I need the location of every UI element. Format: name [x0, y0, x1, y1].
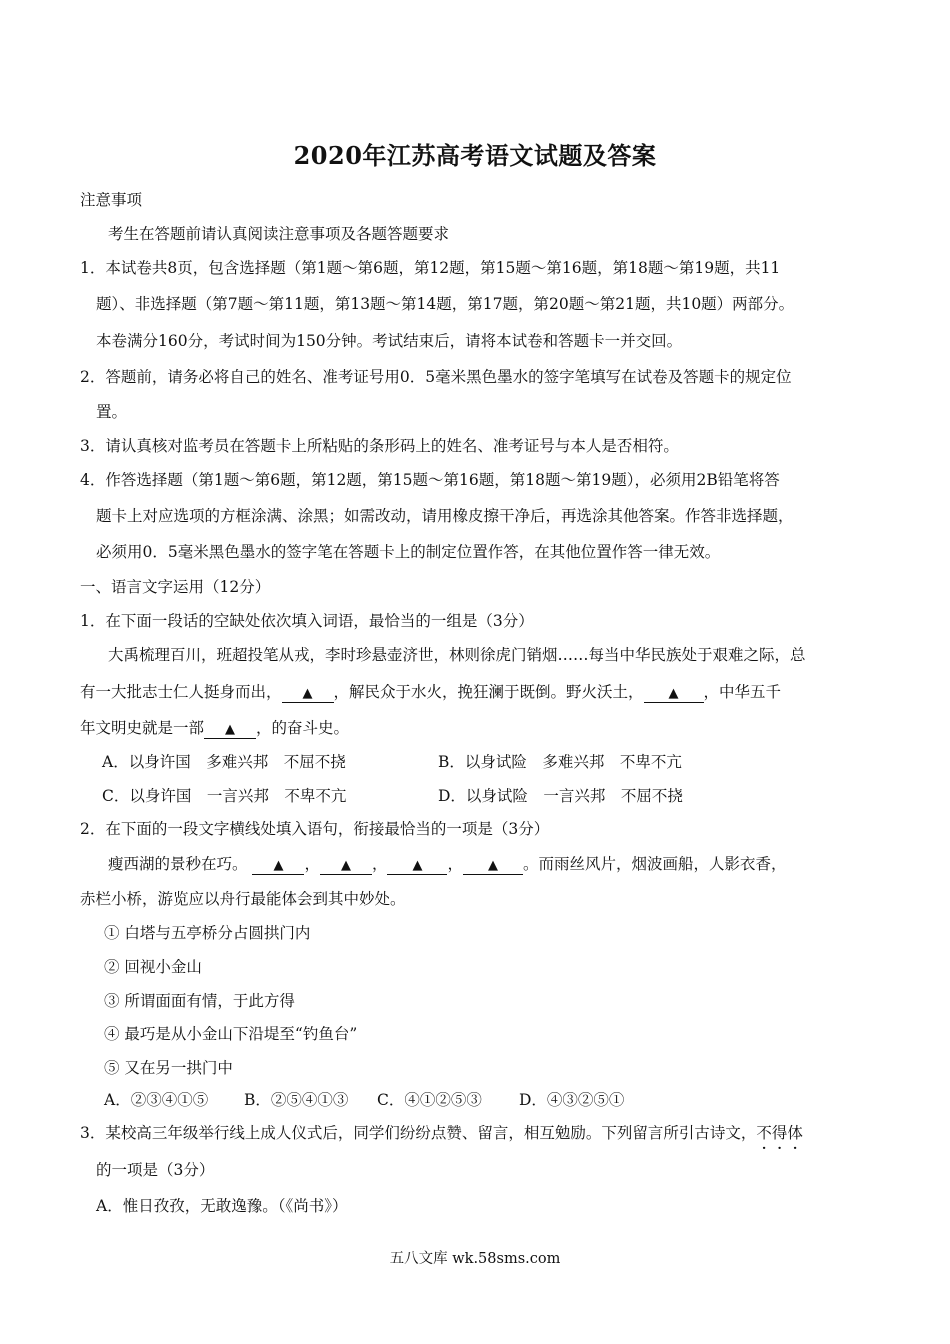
notice-item-4-line-1: 4．作答选择题（第1题～第6题，第12题，第15题～第16题，第18题～第19题），必须用2B铅笔将答: [80, 471, 780, 489]
q1-option-b: B．以身试险 多难兴邦 不卑不亢: [438, 753, 682, 771]
notice-item-4-line-3: 必须用0．5毫米黑色墨水的签字笔在答题卡上的制定位置作答，在其他位置作答一律无效。: [96, 543, 721, 561]
document-title: 2020年江苏高考语文试题及答案: [293, 141, 657, 170]
q2-item-2: ② 回视小金山: [104, 958, 202, 976]
q1-text: 年文明史就是一部: [80, 719, 205, 737]
notice-item-1-line-3: 本卷满分160分，考试时间为150分钟。考试结束后，请将本试卷和答题卡一并交回。: [96, 332, 683, 350]
q1-text: ，解民众于水火，挽狂澜于既倒。野火沃土，: [333, 683, 644, 701]
q1-passage-line-3: [80, 718, 349, 739]
q2-text: 瘦西湖的景秒在巧。: [108, 855, 248, 873]
section-1-heading: 一、语言文字运用（12分）: [80, 578, 271, 596]
notice-item-2-line-2: 置。: [96, 403, 128, 421]
q1-text: 有一大批志士仁人挺身而出，: [80, 683, 282, 701]
blank-marker: ▲: [282, 686, 334, 703]
q1-passage-line-2: [80, 682, 781, 703]
q2-stem: 2．在下面的一段文字横线处填入语句，衔接最恰当的一项是（3分）: [80, 820, 550, 838]
q1-option-a: A．以身许国 多难兴邦 不屈不挠: [102, 753, 346, 771]
q2-item-5: ⑤ 又在另一拱门中: [104, 1059, 233, 1077]
q1-text: ，中华五千: [703, 683, 782, 701]
notice-heading: 注意事项: [80, 191, 143, 209]
q2-option-c: C．④①②⑤③: [377, 1091, 482, 1109]
q2-item-1: ① 白塔与五亭桥分占圆拱门内: [104, 924, 311, 942]
q1-stem: 1．在下面一段话的空缺处依次填入词语，最恰当的一组是（3分）: [80, 612, 534, 630]
q3-stem-line-1: [80, 1123, 803, 1143]
blank-marker: ▲: [644, 686, 704, 703]
notice-intro: 考生在答题前请认真阅读注意事项及各题答题要求: [108, 225, 450, 243]
notice-item-3: 3．请认真核对监考员在答题卡上所粘贴的条形码上的姓名、准考证号与本人是否相符。: [80, 437, 679, 455]
notice-item-1-line-1: 1．本试卷共8页，包含选择题（第1题～第6题，第12题，第15题～第16题，第18题～第19题，共11: [80, 259, 781, 277]
q1-text: ，的奋斗史。: [256, 719, 350, 737]
blank-marker: ▲: [252, 858, 304, 875]
q2-option-d: D．④③②⑤①: [519, 1091, 625, 1109]
q1-option-c: C．以身许国 一言兴邦 不卑不亢: [102, 787, 347, 805]
page-footer: 五八文库 wk.58sms.com: [389, 1251, 561, 1267]
q2-separator: ，: [447, 855, 463, 873]
emphasis-char: 得: [771, 1124, 788, 1142]
q2-item-4: ④ 最巧是从小金山下沿堤至“钓鱼台”: [104, 1025, 358, 1043]
q2-separator: ，: [371, 855, 388, 873]
q3-stem-line-2: 的一项是（3分）: [96, 1161, 215, 1179]
q3-option-a: A．惟日孜孜，无敢逸豫。（《尚书》）: [96, 1197, 348, 1215]
q1-option-d: D．以身试险 一言兴邦 不屈不挠: [438, 787, 683, 805]
blank-marker: ▲: [387, 858, 447, 875]
blank-marker: ▲: [204, 722, 256, 739]
q2-passage-line-1: [108, 854, 787, 875]
q2-separator: ，: [304, 855, 320, 873]
q2-text: 。而雨丝风片，烟波画船，人影衣香，: [523, 855, 787, 873]
emphasis-char: 不: [756, 1124, 772, 1142]
blank-marker: ▲: [463, 858, 523, 875]
q2-option-b: B．②⑤④①③: [244, 1091, 349, 1109]
q2-passage-line-2: 赤栏小桥，游览应以舟行最能体会到其中妙处。: [80, 890, 406, 908]
emphasis-char: 体: [787, 1124, 803, 1142]
q3-text: 3．某校高三年级举行线上成人仪式后，同学们纷纷点赞、留言，相互勉励。下列留言所引古诗文，: [80, 1124, 757, 1142]
blank-marker: ▲: [320, 858, 372, 875]
notice-item-1-line-2: 题）、非选择题（第7题～第11题，第13题～第14题，第17题，第20题～第21题，共10题）两部分。: [96, 295, 795, 313]
q2-item-3: ③ 所谓面面有情，于此方得: [104, 992, 295, 1010]
notice-item-2-line-1: 2．答题前，请务必将自己的姓名、准考证号用0．5毫米黑色墨水的签字笔填写在试卷及答题卡的规定位: [80, 368, 792, 386]
notice-item-4-line-2: 题卡上对应选项的方框涂满、涂黑；如需改动，请用橡皮擦干净后，再选涂其他答案。作答非选择题，: [96, 507, 794, 525]
q1-passage-line-1: 大禹梳理百川，班超投笔从戎，李时珍悬壶济世，林则徐虎门销烟……每当中华民族处于艰难之际，总: [108, 646, 806, 664]
q2-option-a: A．②③④①⑤: [104, 1091, 209, 1109]
